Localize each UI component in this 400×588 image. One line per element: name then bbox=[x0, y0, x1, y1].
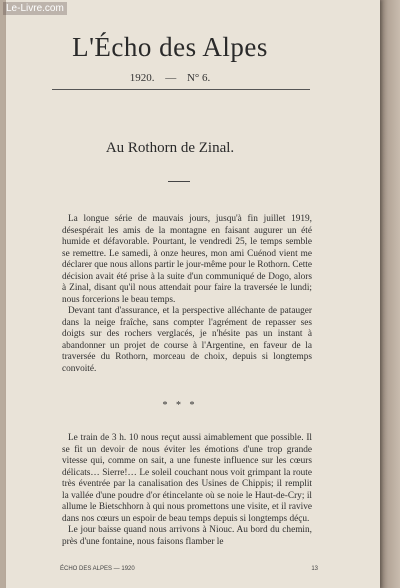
paragraph: La longue série de mauvais jours, jusqu'à fin juillet 1919, désespérait les amis de la montagne en faisant augurer un été humide et défavorable. Pourtant, le vendredi 25, le temps semble se remettre. Le samedi, à onze heures, mon ami Cuénod vient me déclarer que nous allons partir le jour-même pour le Rothorn. Cette décision avait été prise à la suite d'un communiqué de Dogo, alors à Zinal, disant qu'il nous attendait pour faire la traversée le lundi; nous forcerions le beau temps. bbox=[62, 214, 312, 305]
footer-running-title: ÉCHO DES ALPES — 1920 bbox=[60, 566, 135, 572]
paragraph: Le jour baisse quand nous arrivons à Niouc. Au bord du chemin, près d'une fontaine, nous faisons flamber le bbox=[62, 525, 312, 547]
paragraph: Le train de 3 h. 10 nous reçut aussi aimablement que possible. Il se fit un devoir de nous éviter les émotions d'une trop grande vitesse qui, comme on sait, a une funeste influence sur les cœurs délicats… Sierre!… Le soleil couchant nous voit grimpant la route très éventrée par la canalisation des Usines de Chippis; il remplit la vallée d'une poudre d'or étincelante où se noie le Haut-de-Cry; il allume le Bietschhorn à qui nous promettons une visite, et il ravive dans nos cœurs un espoir de beau temps depuis si longtemps déçu. bbox=[62, 433, 312, 524]
masthead-rule bbox=[52, 89, 310, 90]
section-separator: * * * bbox=[162, 400, 198, 411]
issue-dash: — bbox=[165, 72, 177, 84]
issue-number: N° 6. bbox=[186, 72, 211, 84]
issue-year: 1920. bbox=[129, 72, 155, 84]
journal-title: L'Écho des Alpes bbox=[72, 32, 268, 62]
book-edge bbox=[380, 0, 400, 588]
article-body-part-2 bbox=[62, 433, 312, 548]
title-rule bbox=[168, 181, 190, 182]
article-title: Au Rothorn de Zinal. bbox=[105, 140, 235, 156]
watermark: Le-Livre.com bbox=[3, 2, 67, 15]
issue-line bbox=[20, 72, 320, 84]
page-footer bbox=[60, 566, 318, 572]
paragraph: Devant tant d'assurance, et la perspective alléchante de patauger dans la neige fraîche, sans compter l'agrément de repasser ses doigts sur des rochers verglacés, je n'hésite pas un instant à abandonner un projet de course à l'Argentine, en faveur de la traversée du Rothorn, morceau de choix, depuis si longtemps convoité. bbox=[62, 306, 312, 374]
article-body-part-1 bbox=[62, 214, 312, 375]
page-number: 13 bbox=[311, 566, 318, 572]
